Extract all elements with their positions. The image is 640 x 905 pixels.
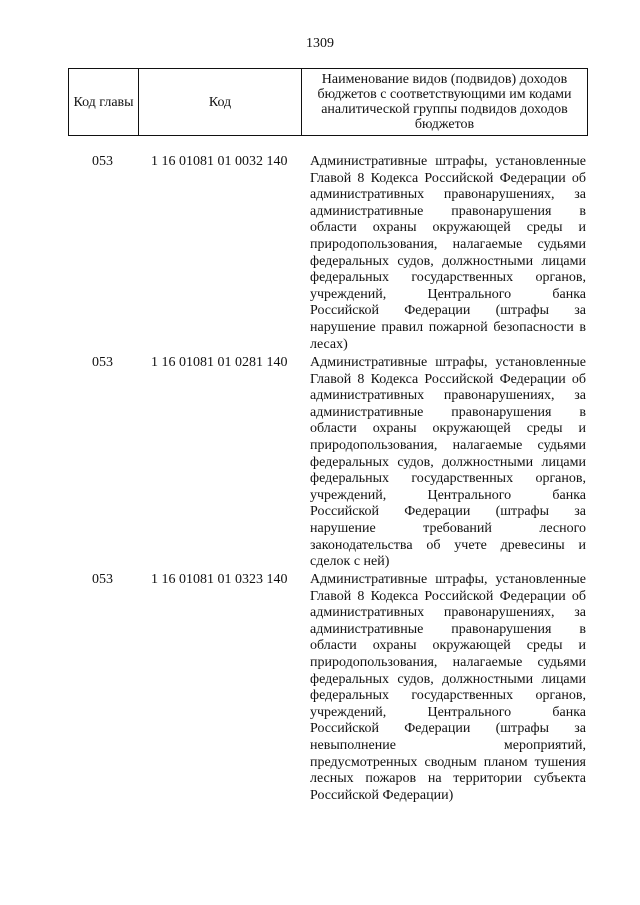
name-line: природопользования, налагаемые судьями bbox=[310, 654, 586, 670]
header-chapter-code: Код главы bbox=[73, 94, 134, 110]
page-number: 1309 bbox=[306, 36, 334, 51]
name-line: предусмотренных сводным планом тушения bbox=[310, 754, 586, 770]
header-code: Код bbox=[138, 69, 301, 135]
name-line: федеральных судов, должностными лицами bbox=[310, 454, 586, 470]
header-name: Наименование видов (подвидов) доходов бюджетов с соответствующими им кодами аналитической группы подвидов доходов бюджетов bbox=[301, 69, 587, 135]
table-row bbox=[68, 154, 588, 353]
name-line: Российской Федерации (штрафы за bbox=[310, 721, 586, 737]
name-line: природопользования, налагаемые судьями bbox=[310, 236, 586, 252]
name-line: административных правонарушениях, за bbox=[310, 187, 586, 203]
name-line: федеральных государственных органов, bbox=[310, 688, 586, 704]
name-line: Главой 8 Кодекса Российской Федерации об bbox=[310, 588, 586, 604]
name-line: федеральных судов, должностными лицами bbox=[310, 671, 586, 687]
name-line: федеральных судов, должностными лицами bbox=[310, 253, 586, 269]
row-code: 1 16 01081 01 0032 140 bbox=[151, 154, 288, 169]
name-line: нарушение требований лесного bbox=[310, 520, 586, 536]
row-chapter-code: 053 bbox=[92, 154, 113, 169]
name-line: нарушение правил пожарной безопасности в bbox=[310, 319, 586, 335]
name-line: административные правонарушения в bbox=[310, 203, 586, 219]
row-code: 1 16 01081 01 0281 140 bbox=[151, 355, 288, 370]
name-line: Главой 8 Кодекса Российской Федерации об bbox=[310, 170, 586, 186]
name-line: природопользования, налагаемые судьями bbox=[310, 437, 586, 453]
name-line: административные правонарушения в bbox=[310, 404, 586, 420]
name-line: области охраны окружающей среды и bbox=[310, 220, 586, 236]
name-line: невыполнение мероприятий, bbox=[310, 737, 586, 753]
row-code: 1 16 01081 01 0323 140 bbox=[151, 572, 288, 587]
name-line: Российской Федерации (штрафы за bbox=[310, 504, 586, 520]
row-name bbox=[300, 154, 588, 353]
name-line: законодательства об учете древесины и bbox=[310, 537, 586, 553]
name-line: федеральных государственных органов, bbox=[310, 471, 586, 487]
table-header bbox=[68, 68, 588, 136]
name-line: административных правонарушениях, за bbox=[310, 388, 586, 404]
name-line: области охраны окружающей среды и bbox=[310, 421, 586, 437]
row-chapter-code: 053 bbox=[92, 355, 113, 370]
name-line: административные правонарушения в bbox=[310, 621, 586, 637]
name-line: лесах) bbox=[310, 336, 348, 352]
name-line: Российской Федерации (штрафы за bbox=[310, 303, 586, 319]
name-line: учреждений, Центрального банка bbox=[310, 704, 586, 720]
name-line: сделок с ней) bbox=[310, 554, 390, 570]
row-chapter-code: 053 bbox=[92, 572, 113, 587]
name-line: федеральных государственных органов, bbox=[310, 270, 586, 286]
name-line: Российской Федерации) bbox=[310, 787, 454, 803]
name-line: Главой 8 Кодекса Российской Федерации об bbox=[310, 371, 586, 387]
row-name bbox=[300, 572, 588, 804]
name-line: учреждений, Центрального банка bbox=[310, 487, 586, 503]
name-line: области охраны окружающей среды и bbox=[310, 638, 586, 654]
name-line: лесных пожаров на территории субъекта bbox=[310, 771, 586, 787]
table-row bbox=[68, 355, 588, 571]
row-name bbox=[300, 355, 588, 571]
name-line: Административные штрафы, установленные bbox=[310, 154, 586, 169]
name-line: Административные штрафы, установленные bbox=[310, 355, 586, 370]
name-line: Административные штрафы, установленные bbox=[310, 572, 586, 587]
name-line: учреждений, Центрального банка bbox=[310, 286, 586, 302]
table-row bbox=[68, 572, 588, 804]
name-line: административных правонарушениях, за bbox=[310, 605, 586, 621]
